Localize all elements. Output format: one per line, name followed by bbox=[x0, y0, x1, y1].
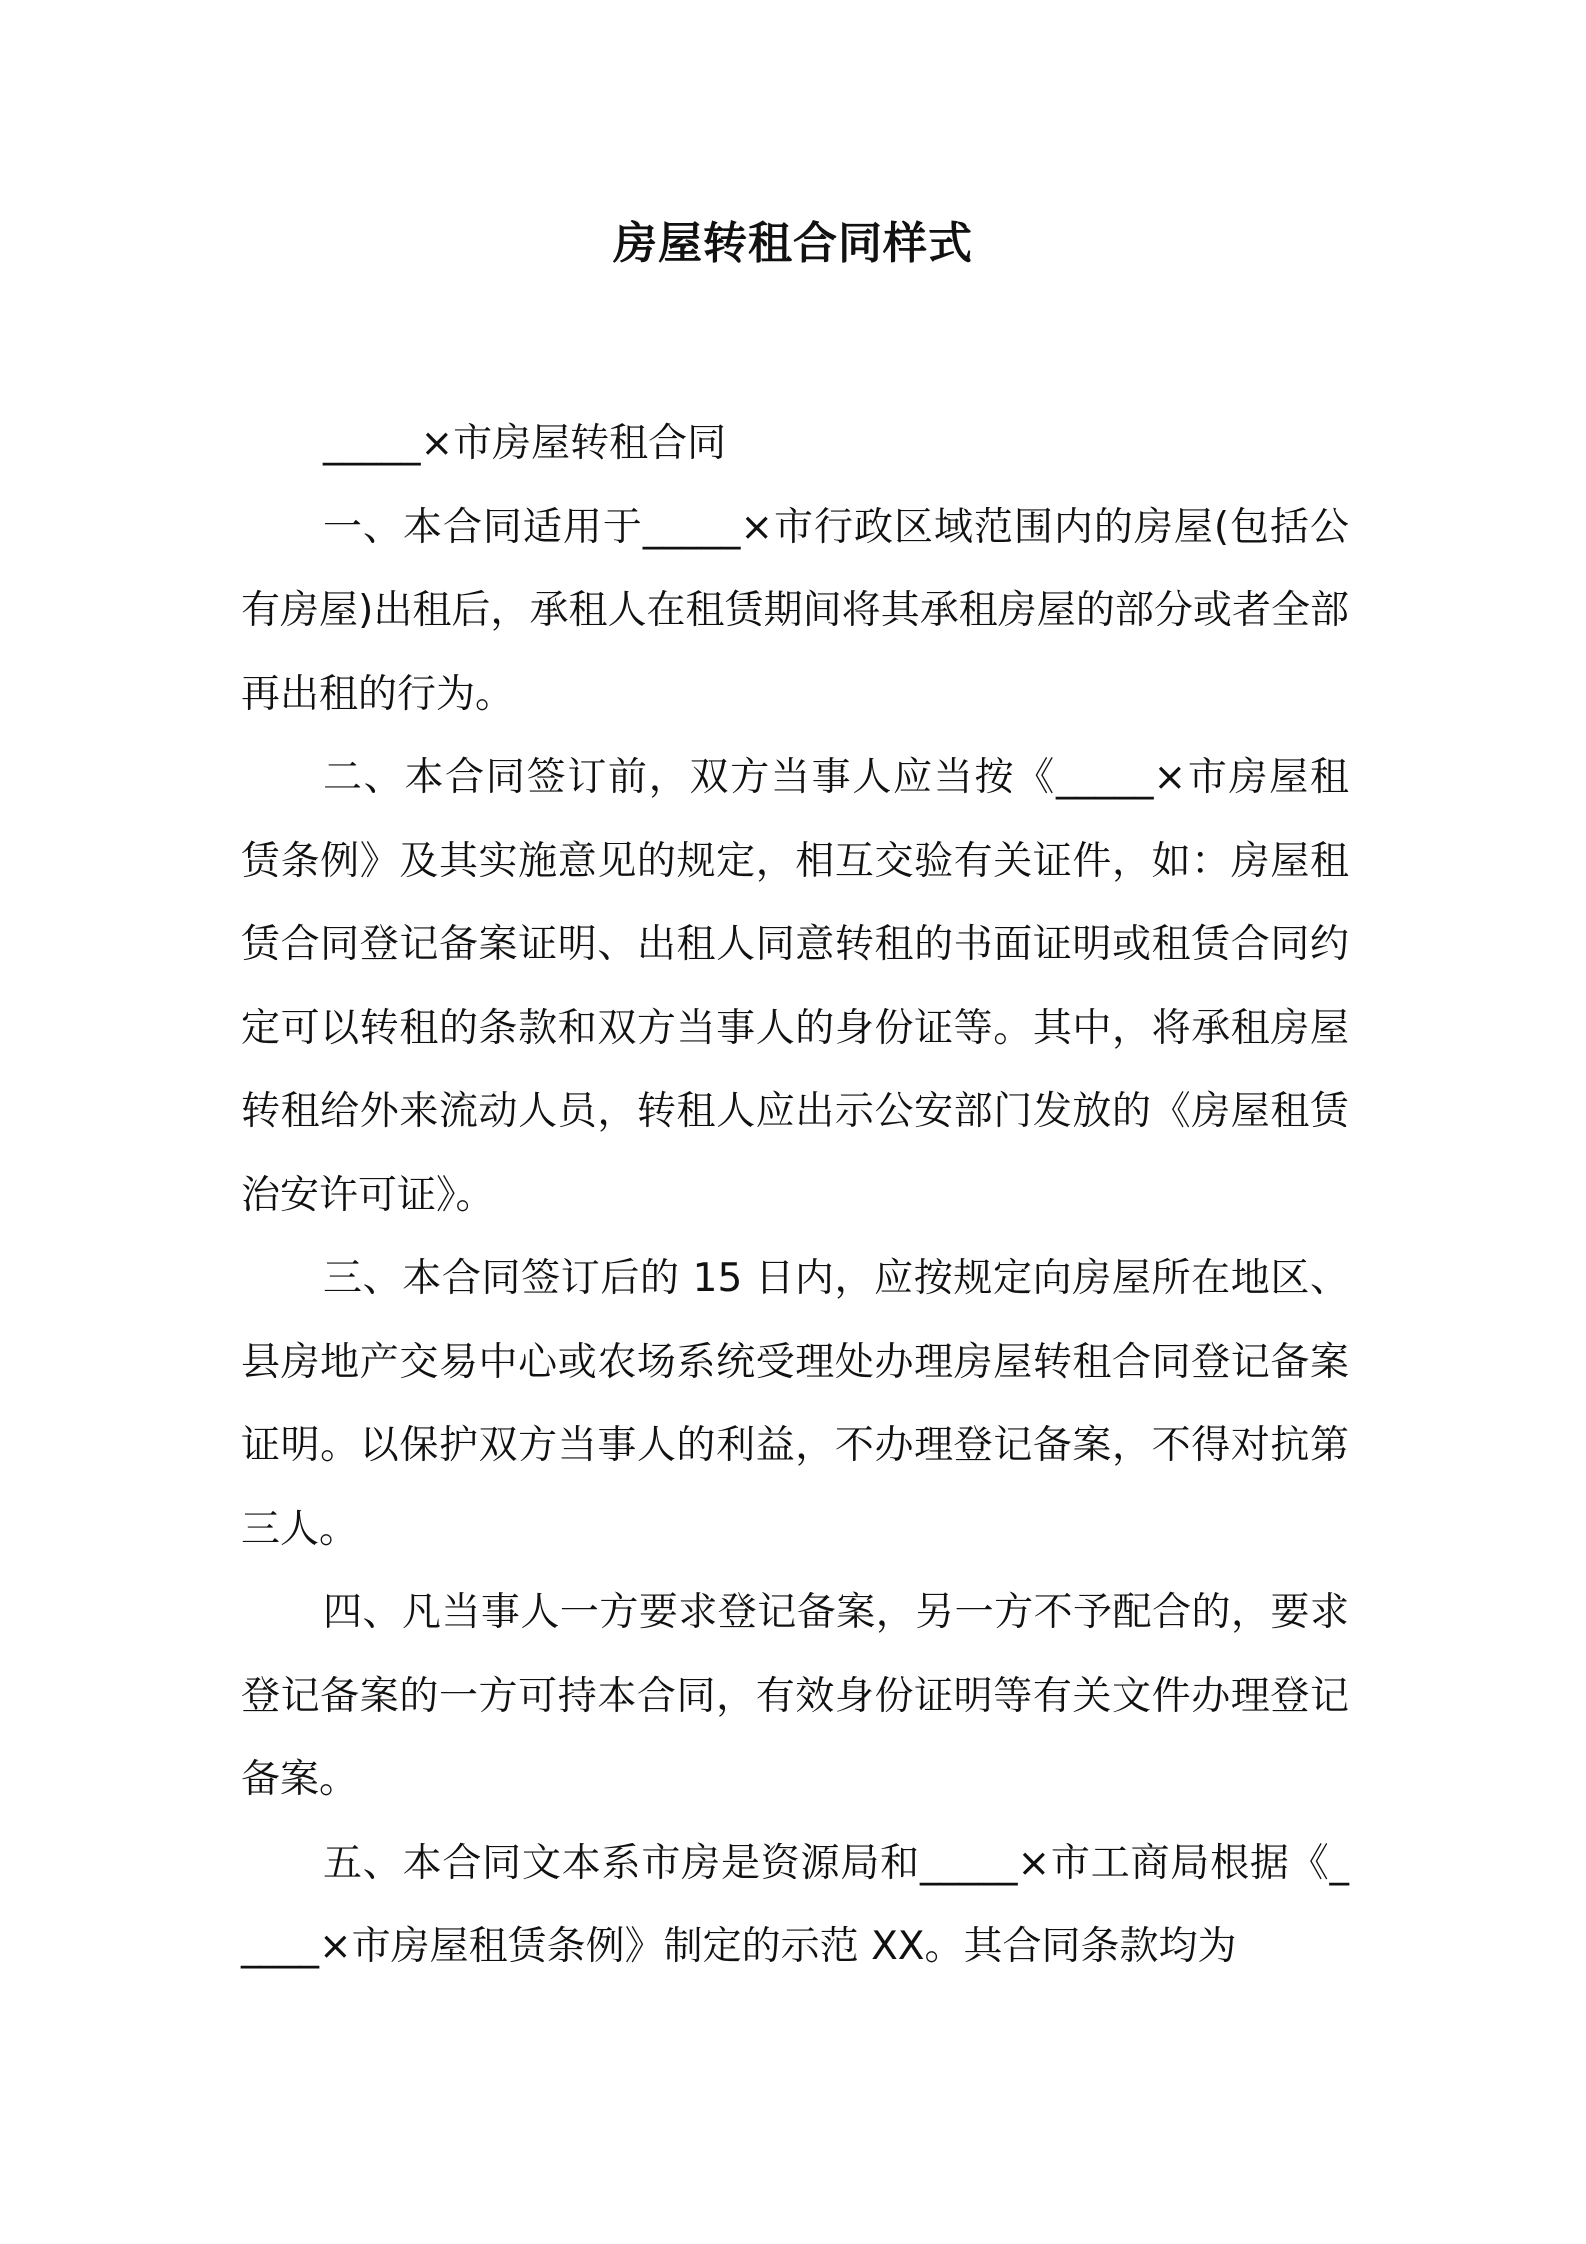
document-title: 房屋转租合同样式 bbox=[613, 218, 973, 269]
contract-subtitle: _____×市房屋转租合同 bbox=[323, 421, 727, 466]
paragraph-4: 四、凡当事人一方要求登记备案，另一方不予配合的，要求登记备案的一方可持本合同，有效身份证明等有关文件办理登记备案。 bbox=[241, 1590, 1349, 1802]
paragraph-1: 一、本合同适用于_____×市行政区域范围内的房屋(包括公有房屋)出租后，承租人在租赁期间将其承租房屋的部分或者全部再出租的行为。 bbox=[241, 504, 1349, 717]
paragraph-5: 五、本合同文本系市房是资源局和_____×市工商局根据《_____×市房屋租赁条例》制定的示范 XX。其合同条款均为 bbox=[241, 1840, 1349, 1969]
paragraph-3: 三、本合同签订后的 15 日内，应按规定向房屋所在地区、县房地产交易中心或农场系统受理处办理房屋转租合同登记备案证明。以保护双方当事人的利益，不办理登记备案，不得对抗第三人。 bbox=[241, 1256, 1349, 1552]
document-body bbox=[241, 402, 1349, 1989]
paragraph-2: 二、本合同签订前，双方当事人应当按《_____×市房屋租赁条例》及其实施意见的规定，相互交验有关证件，如：房屋租赁合同登记备案证明、出租人同意转租的书面证明或租赁合同约定可以转租的条款和双方当事人的身份证等。其中，将承租房屋转租给外来流动人员，转租人应出示公安部门发放的《房屋租赁治安许可证》。 bbox=[241, 755, 1349, 1218]
